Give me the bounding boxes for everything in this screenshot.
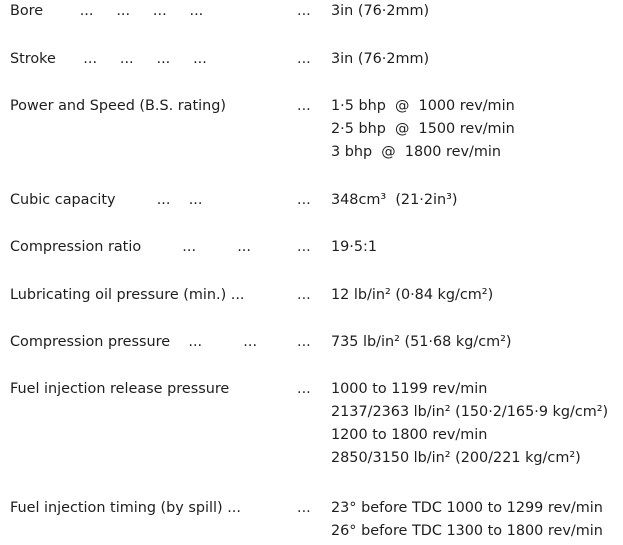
spec-label: Cubic capacity ... ... — [10, 192, 203, 208]
leader-dots: ... — [297, 239, 311, 255]
spec-value: 1·5 bhp @ 1000 rev/min — [331, 98, 515, 114]
spec-values — [331, 0, 621, 23]
spec-label: Power and Speed (B.S. rating) — [10, 98, 227, 114]
leader-dots: ... — [297, 500, 311, 516]
spec-label: Bore ... ... ... ... — [10, 3, 204, 19]
spec-value: 23° before TDC 1000 to 1299 rev/min — [331, 500, 603, 516]
spec-value: 2850/3150 lb/in² (200/221 kg/cm²) — [331, 450, 581, 466]
spec-label: Compression pressure ... ... — [10, 334, 258, 350]
leader-dots: ... — [297, 3, 311, 19]
spec-values — [331, 48, 621, 71]
spec-label: Compression ratio ... ... — [10, 239, 251, 255]
spec-value: 3 bhp @ 1800 rev/min — [331, 144, 501, 160]
leader-dots: ... — [297, 334, 311, 350]
spec-label: Stroke ... ... ... ... — [10, 51, 207, 67]
spec-label: Fuel injection release pressure — [10, 381, 230, 397]
spec-value: 1000 to 1199 rev/min — [331, 381, 488, 397]
spec-value: 348cm³ (21·2in³) — [331, 192, 458, 208]
spec-values — [331, 95, 621, 164]
spec-values — [331, 378, 621, 470]
spec-values — [331, 236, 621, 259]
spec-label: Fuel injection timing (by spill) ... — [10, 500, 241, 516]
spec-value: 12 lb/in² (0·84 kg/cm²) — [331, 287, 494, 303]
spec-value: 1200 to 1800 rev/min — [331, 427, 488, 443]
spec-value: 2137/2363 lb/in² (150·2/165·9 kg/cm²) — [331, 404, 609, 420]
leader-dots: ... — [297, 381, 311, 397]
spec-value: 19·5:1 — [331, 239, 378, 255]
leader-dots: ... — [297, 51, 311, 67]
spec-value: 2·5 bhp @ 1500 rev/min — [331, 121, 515, 137]
spec-values — [331, 189, 621, 212]
spec-value: 3in (76·2mm) — [331, 3, 430, 19]
spec-values — [331, 284, 621, 307]
spec-value: 26° before TDC 1300 to 1800 rev/min — [331, 523, 603, 539]
spec-label: Lubricating oil pressure (min.) ... — [10, 287, 245, 303]
spec-values — [331, 497, 621, 543]
leader-dots: ... — [297, 98, 311, 114]
leader-dots: ... — [297, 287, 311, 303]
spec-value: 735 lb/in² (51·68 kg/cm²) — [331, 334, 512, 350]
leader-dots: ... — [297, 192, 311, 208]
spec-values — [331, 331, 621, 354]
spec-value: 3in (76·2mm) — [331, 51, 430, 67]
